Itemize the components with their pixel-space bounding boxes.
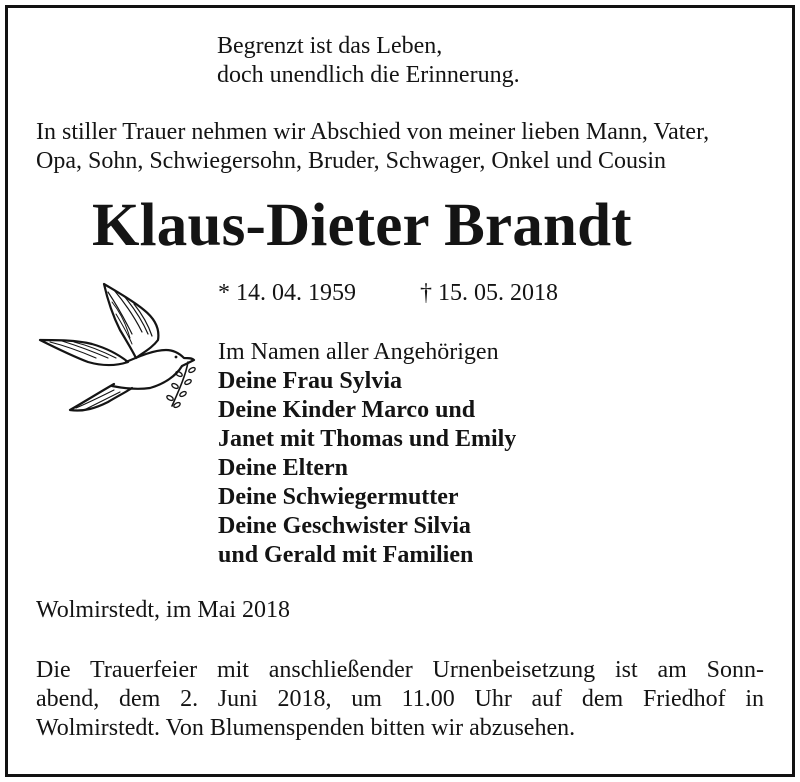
notice-line: Die Trauerfeier mit anschließender Urnenbeisetzung ist am Sonn- [36,657,764,683]
dove-with-olive-branch-icon [36,278,206,418]
life-dates [218,279,558,308]
motto-line: Begrenzt ist das Leben, [217,33,443,59]
intro-line: In stiller Trauer nehmen wir Abschied von meiner lieben Mann, Vater, [36,119,710,145]
family-heading: Im Namen aller Angehörigen [218,339,499,365]
family-line: und Gerald mit Familien [218,542,474,568]
family-line: Deine Geschwister Silvia [218,513,471,539]
motto [217,32,520,90]
motto-line: doch unendlich die Erinnerung. [217,62,520,88]
family-line: Deine Schwiegermutter [218,484,459,510]
birth-date: * 14. 04. 1959 [218,280,356,306]
family-line: Deine Kinder Marco und [218,397,476,423]
intro-text [36,118,709,176]
notice-line: abend, dem 2. Juni 2018, um 11.00 Uhr auf dem Friedhof in [36,686,764,712]
family-list [218,338,516,570]
intro-line: Opa, Sohn, Schwiegersohn, Bruder, Schwager, Onkel und Cousin [36,148,666,174]
place-and-date: Wolmirstedt, im Mai 2018 [36,597,291,623]
funeral-notice [36,656,764,743]
notice-line: Wolmirstedt. Von Blumenspenden bitten wir abzusehen. [36,715,576,741]
deceased-name: Klaus-Dieter Brandt [92,192,632,259]
death-date: † 15. 05. 2018 [420,280,558,306]
family-line: Deine Frau Sylvia [218,368,402,394]
family-line: Deine Eltern [218,455,348,481]
family-line: Janet mit Thomas und Emily [218,426,517,452]
